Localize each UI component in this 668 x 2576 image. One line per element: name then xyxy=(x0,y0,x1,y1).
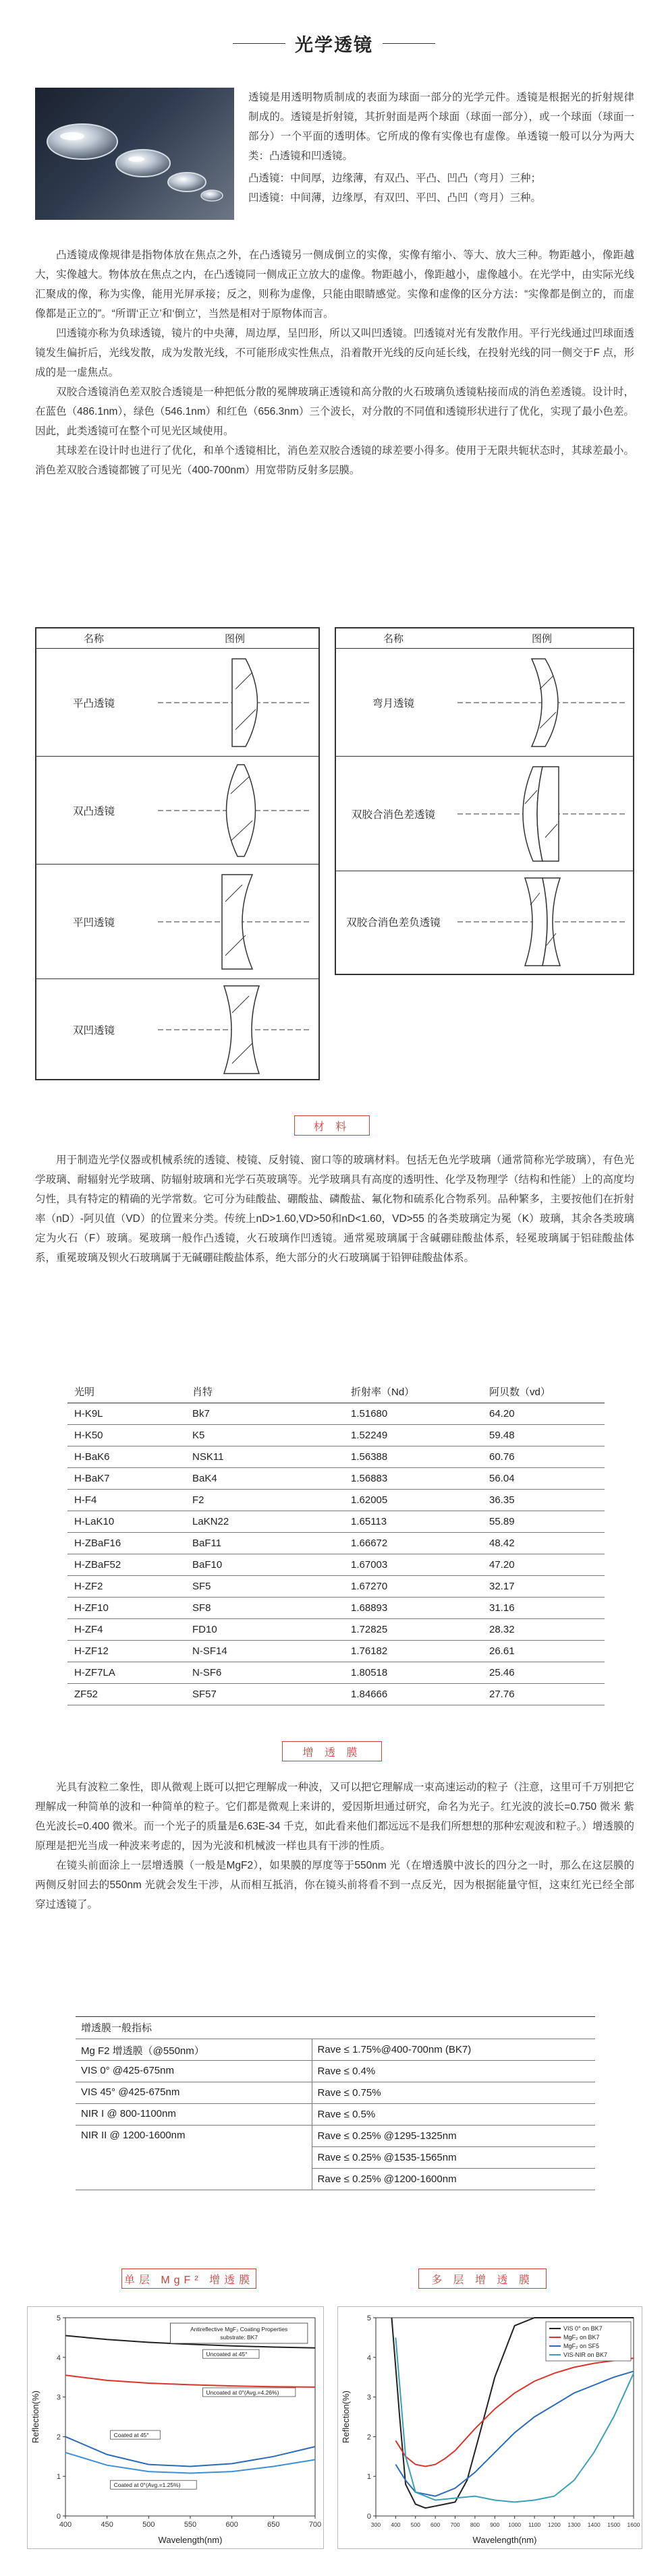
glass-table-row xyxy=(67,1489,605,1511)
coating-spec-value: Rave ≤ 0.25% @1535-1565nm xyxy=(312,2146,595,2168)
coating-spec-value: Rave ≤ 0.75% xyxy=(312,2082,595,2103)
legend-box-text: Antireflective MgF₂ Coating Properties xyxy=(190,2326,288,2333)
header-name: 名称 xyxy=(83,633,104,645)
x-tick-label: 700 xyxy=(308,2521,322,2529)
x-tick-label: 450 xyxy=(101,2521,113,2529)
y-tick-label: 4 xyxy=(56,2353,61,2362)
glass-table-cell: 1.52249 xyxy=(344,1424,482,1446)
chart-badge-multi-layer: 多 层 增 透 膜 xyxy=(418,2268,547,2289)
coating-spec-name: VIS 0° @425-675nm xyxy=(76,2060,312,2082)
coating-spec-table xyxy=(76,2016,595,2190)
intro-block xyxy=(248,88,634,208)
glass-table-cell: 64.20 xyxy=(482,1403,605,1424)
y-tick-label: 2 xyxy=(56,2433,61,2442)
glass-table-cell: 1.80518 xyxy=(344,1662,482,1683)
col-header: 肖特 xyxy=(186,1381,344,1403)
y-tick-label: 3 xyxy=(366,2393,371,2402)
x-tick-label: 400 xyxy=(59,2521,72,2529)
chart-single-layer xyxy=(28,2307,325,2550)
glass-table-row xyxy=(67,1446,605,1467)
glass-table-cell: 1.67270 xyxy=(344,1575,482,1597)
x-tick-label: 1100 xyxy=(528,2521,541,2528)
diagram-table-header xyxy=(36,628,318,649)
glass-table-cell: H-BaK7 xyxy=(67,1467,186,1489)
x-tick-label: 500 xyxy=(410,2521,420,2528)
glass-table-row xyxy=(67,1532,605,1554)
series-label: Uncoated at 0°(Avg.=4.26%) xyxy=(206,2389,279,2396)
x-tick-label: 800 xyxy=(470,2521,480,2528)
glass-table-row xyxy=(67,1683,605,1705)
glass-table-cell: Bk7 xyxy=(186,1403,344,1424)
coating-spec-value: Rave ≤ 0.25% @1295-1325nm xyxy=(312,2125,595,2146)
y-tick-label: 0 xyxy=(366,2513,371,2521)
lens-name: 双凹透镜 xyxy=(72,1025,115,1036)
glass-table-cell: NSK11 xyxy=(186,1446,344,1467)
diagram-row xyxy=(336,649,633,757)
glass-table-cell: H-F4 xyxy=(67,1489,186,1511)
glass-table-cell: 27.76 xyxy=(482,1683,605,1705)
coating-paragraphs xyxy=(35,1778,634,1914)
biconcave-figure xyxy=(151,979,318,1080)
intro-paragraph-1: 透镜是用透明物质制成的表面为球面一部分的光学元件。透镜是根据光的折射规律制成的。透镜是折射镜，其折射面是两个球面（球面一部分），或一个球面（球面一部分）一个平面的透明体。它所成的像有实像也有虚像。单透镜一般可以分为两大类：凸透镜和凹透镜。 xyxy=(248,92,634,162)
x-tick-label: 500 xyxy=(142,2521,155,2529)
diagram-row xyxy=(36,979,318,1080)
coating-spec-name: Mg F2 增透膜（@550nm） xyxy=(76,2039,312,2060)
glass-table-cell: LaKN22 xyxy=(186,1511,344,1532)
glass-table-cell: H-ZF4 xyxy=(67,1618,186,1640)
glass-table-cell: SF57 xyxy=(186,1683,344,1705)
glass-table-cell: H-BaK6 xyxy=(67,1446,186,1467)
coating-spec-row xyxy=(76,2082,595,2103)
coating-spec-row xyxy=(76,2060,595,2082)
glass-table-cell: 26.61 xyxy=(482,1640,605,1662)
glass-table-cell: F2 xyxy=(186,1489,344,1511)
legend-label: VIS-NIR on BK7 xyxy=(563,2351,608,2358)
glass-table-cell: 1.84666 xyxy=(344,1683,482,1705)
glass-table-cell: H-ZF12 xyxy=(67,1640,186,1662)
lens-name: 平凹透镜 xyxy=(72,916,115,929)
lens-diagram-table-left xyxy=(35,627,320,1080)
glass-table-cell: N-SF6 xyxy=(186,1662,344,1683)
glass-table-header xyxy=(67,1381,605,1403)
diagram-row xyxy=(336,871,633,972)
glass-table-cell: 36.35 xyxy=(482,1489,605,1511)
coating-spec-value: Rave ≤ 0.4% xyxy=(312,2060,595,2082)
legend-label: MgF₂ on SF5 xyxy=(563,2343,600,2349)
glass-table-cell: 47.20 xyxy=(482,1554,605,1575)
x-tick-label: 550 xyxy=(184,2521,197,2529)
x-tick-label: 400 xyxy=(391,2521,401,2528)
coating-spec-name: NIR II @ 1200-1600nm xyxy=(76,2125,312,2190)
glass-table-cell: 1.72825 xyxy=(344,1618,482,1640)
glass-table-cell: 1.76182 xyxy=(344,1640,482,1662)
legend-box-text: substrate: BK7 xyxy=(220,2334,258,2341)
page-title: 光学透镜 xyxy=(295,34,373,55)
materials-text: 用于制造光学仪器或机械系统的透镜、棱镜、反射镜、窗口等的玻璃材料。包括无色光学玻璃（通常简称光学玻璃），有色光学玻璃、耐辐射光学玻璃、防辐射玻璃和光学石英玻璃等。光学玻璃具有高度的透明性、化学及物理学（结构和性能）上的高度均匀性，具有特定的精确的光学常数。它可分为硅酸盐、硼酸盐、磷酸盐、氟化物和硫系化合物系列。品种繁多，主要按他们在折射率（nD）-阿贝值（VD）的位置来分类。传统上nD>1.60,VD>50和nD<1.60，VD>55 的各类玻璃定为冕（K）玻璃，其余各类玻璃定为火石（F）玻璃。冕玻璃一般作凸透镜，火石玻璃作凹透镜。通常冕玻璃属于含碱硼硅酸盐体系，轻冕玻璃属于铝硅酸盐体系，重冕玻璃及钡火石玻璃属于无碱硼硅酸盐体系，绝大部分的火石玻璃属于铅钾硅酸盐体系。 xyxy=(35,1154,634,1264)
coating-paragraph-1: 光具有波粒二象性，即从微观上既可以把它理解成一种波，又可以把它理解成一束高速运动的粒子（注意，这里可千万别把它理解成一种简单的波和一种简单的粒子。它们都是微观上来讲的，爱因斯坦通过研究，命名为光子。红光波的波长=0.750 微米 紫色光波长=0.400 微米。而一个光子的质量是6.63E-34 千克，如此看来他们都远远不是我们所想想的那种宏观波和粒子。）增透膜的原理是把光当成一种波来考虑的，因为光波和机械波一样也具有干涉的性质。 xyxy=(35,1782,634,1852)
convex-imaging-paragraph: 凸透镜成像规律是指物体放在焦点之外，在凸透镜另一侧成倒立的实像，实像有缩小、等大、放大三种。物距越小，像距越大，实像越大。物体放在焦点之内，在凸透镜同一侧成正立放大的虚像。物距越小，像距越小，虚像越小。在光学中，由实际光线汇聚成的像，称为实像，能用光屏承接；反之，则称为虚像，只能由眼睛感觉。实像和虚像的区分方法：“实像都是倒立的，而虚像都是正立的”。“所谓‘正立’和‘倒立’，当然是相对于原物体而言。 xyxy=(35,250,634,320)
y-tick-label: 1 xyxy=(366,2473,371,2482)
coating-spec-grid xyxy=(76,2017,595,2190)
x-tick-label: 600 xyxy=(225,2521,238,2529)
glass-table-cell: N-SF14 xyxy=(186,1640,344,1662)
glass-table-cell: 56.04 xyxy=(482,1467,605,1489)
lens-photo-illustration xyxy=(35,88,234,220)
x-axis-label: Wavelength(nm) xyxy=(472,2535,537,2545)
diagram-row xyxy=(36,649,318,757)
glass-table-cell: 1.66672 xyxy=(344,1532,482,1554)
glass-table-cell: 1.62005 xyxy=(344,1489,482,1511)
lens-name: 双凸透镜 xyxy=(72,805,115,817)
glass-table-cell: H-ZF10 xyxy=(67,1597,186,1618)
glass-table-cell: K5 xyxy=(186,1424,344,1446)
glass-table-cell: BaK4 xyxy=(186,1467,344,1489)
glass-table-cell: 25.46 xyxy=(482,1662,605,1683)
series-label: Coated at 0°(Avg.=1.25%) xyxy=(113,2482,181,2489)
chart-badge-single-layer: 单层 MgF² 增透膜 xyxy=(121,2268,256,2289)
plano-convex-figure xyxy=(151,649,318,756)
lens-name: 双胶合消色差负透镜 xyxy=(346,917,441,929)
coating-paragraph-2: 在镜头前面涂上一层增透膜（一般是MgF2），如果膜的厚度等于550nm 光（在增透膜中波长的四分之一时，那么在这层膜的两侧反射回去的550nm 光就会发生干涉，从而相互抵消，你在镜头前将看不到一点反光，因为根据能量守恒，这束红光已经全部穿过透镜了。 xyxy=(35,1860,634,1910)
materials-paragraph xyxy=(35,1150,634,1268)
glass-table-cell: 1.68893 xyxy=(344,1597,482,1618)
glass-table-row xyxy=(67,1662,605,1683)
negative-achromat-figure xyxy=(451,871,633,972)
coating-spec-value: Rave ≤ 0.5% xyxy=(312,2103,595,2125)
glass-table-cell: H-ZF2 xyxy=(67,1575,186,1597)
glass-table-row xyxy=(67,1597,605,1618)
lens-name: 平凸透镜 xyxy=(72,697,115,709)
glass-table-row xyxy=(67,1554,605,1575)
lens-name: 弯月透镜 xyxy=(372,697,414,709)
glass-table-cell: H-ZF7LA xyxy=(67,1662,186,1683)
header-figure: 图例 xyxy=(224,633,245,645)
glass-table-cell: BaF11 xyxy=(186,1532,344,1554)
coating-spec-row xyxy=(76,2125,595,2146)
glass-table-grid xyxy=(67,1381,605,1705)
page-title-block xyxy=(0,30,668,57)
glass-table-cell: ZF52 xyxy=(67,1683,186,1705)
glass-table-cell: H-K9L xyxy=(67,1403,186,1424)
spherical-aberration-paragraph: 其球差在设计时也进行了优化，和单个透镜相比，消色差双胶合透镜的球差要小得多。使用于无限共轭状态时，其球差最小。消色差双胶合透镜都镀了可见光（400-700nm）用宽带防反射多层膜。 xyxy=(35,445,634,476)
coating-spec-row xyxy=(76,2039,595,2060)
glass-table-cell: 32.17 xyxy=(482,1575,605,1597)
chart-multi-layer xyxy=(338,2307,643,2550)
glass-table-cell: 1.56883 xyxy=(344,1467,482,1489)
y-axis-label: Reflection(%) xyxy=(30,2390,40,2444)
series-label: Coated at 45° xyxy=(113,2432,149,2439)
glass-table-cell: 59.48 xyxy=(482,1424,605,1446)
glass-table-cell: 1.65113 xyxy=(344,1511,482,1532)
x-tick-label: 1500 xyxy=(607,2521,621,2528)
glass-table xyxy=(67,1381,605,1705)
coating-spec-title: 增透膜一般指标 xyxy=(76,2017,595,2039)
glass-table-cell: H-LaK10 xyxy=(67,1511,186,1532)
col-header: 光明 xyxy=(67,1381,186,1403)
intro-body xyxy=(35,245,634,480)
glass-table-cell: 1.56388 xyxy=(344,1446,482,1467)
coating-spec-row xyxy=(76,2103,595,2125)
meniscus-figure xyxy=(451,649,633,756)
glass-table-row xyxy=(67,1403,605,1424)
legend-label: VIS 0° on BK7 xyxy=(563,2325,603,2332)
coating-spec-title-row xyxy=(76,2017,595,2039)
x-tick-label: 300 xyxy=(370,2521,381,2528)
glass-table-row xyxy=(67,1618,605,1640)
y-tick-label: 5 xyxy=(366,2314,371,2322)
coating-spec-name: VIS 45° @425-675nm xyxy=(76,2082,312,2103)
y-tick-label: 3 xyxy=(56,2393,61,2402)
glass-table-row xyxy=(67,1640,605,1662)
col-header: 折射率（Nd） xyxy=(344,1381,482,1403)
x-tick-label: 600 xyxy=(430,2521,441,2528)
glass-table-cell: H-K50 xyxy=(67,1424,186,1446)
materials-badge: 材 料 xyxy=(294,1115,370,1136)
glass-table-row xyxy=(67,1424,605,1446)
x-tick-label: 1300 xyxy=(567,2521,581,2528)
glass-table-cell: 28.32 xyxy=(482,1618,605,1640)
legend-label: MgF₂ on BK7 xyxy=(563,2334,600,2341)
glass-table-cell: 60.76 xyxy=(482,1446,605,1467)
glass-table-cell: FD10 xyxy=(186,1618,344,1640)
x-tick-label: 1000 xyxy=(508,2521,522,2528)
glass-table-row xyxy=(67,1575,605,1597)
achromat-figure xyxy=(451,757,633,871)
diagram-row xyxy=(336,757,633,871)
coating-badge: 增 透 膜 xyxy=(282,1741,382,1761)
diagram-row xyxy=(36,865,318,979)
lens-photo xyxy=(35,88,234,220)
biconvex-figure xyxy=(151,757,318,864)
col-header: 阿贝数（vd） xyxy=(482,1381,605,1403)
glass-table-cell: 48.42 xyxy=(482,1532,605,1554)
lens-diagram-table-right xyxy=(335,627,634,975)
glass-table-cell: SF8 xyxy=(186,1597,344,1618)
glass-table-row xyxy=(67,1467,605,1489)
concave-paragraph: 凹透镜亦称为负球透镜，镜片的中央薄，周边厚，呈凹形，所以又叫凹透镜。凹透镜对光有发散作用。平行光线通过凹球面透镜发生偏折后，光线发散，成为发散光线，不可能形成实性焦点，沿着散开光线的反向延长线，在投射光线的同一侧交于F 点，形成的是一虚焦点。 xyxy=(35,328,634,378)
glass-table-cell: 1.67003 xyxy=(344,1554,482,1575)
y-tick-label: 0 xyxy=(56,2513,61,2521)
glass-table-cell: H-ZBaF16 xyxy=(67,1532,186,1554)
title-left-rule xyxy=(233,43,285,44)
intro-convex-definition: 凸透镜：中间厚，边缘薄，有双凸、平凸、凹凸（弯月）三种； xyxy=(248,173,542,184)
glass-table-cell: H-ZBaF52 xyxy=(67,1554,186,1575)
y-tick-label: 4 xyxy=(366,2353,371,2362)
chart-multi-layer-frame xyxy=(337,2306,642,2549)
lens-name: 双胶合消色差透镜 xyxy=(351,809,435,821)
x-tick-label: 650 xyxy=(267,2521,280,2529)
series-label: Uncoated at 45° xyxy=(206,2351,248,2358)
title-right-rule xyxy=(383,43,435,44)
y-tick-label: 5 xyxy=(56,2314,61,2322)
plano-concave-figure xyxy=(151,865,318,978)
coating-spec-value: Rave ≤ 1.75%@400-700nm (BK7) xyxy=(312,2039,595,2060)
y-tick-label: 2 xyxy=(366,2433,371,2442)
x-tick-label: 700 xyxy=(450,2521,460,2528)
x-tick-label: 1600 xyxy=(627,2521,640,2528)
diagram-table-header xyxy=(336,628,633,649)
glass-table-cell: 31.16 xyxy=(482,1597,605,1618)
achromat-paragraph: 双胶合透镜消色差双胶合透镜是一种把低分散的冕牌玻璃正透镜和高分散的火石玻璃负透镜粘接而成的消色差透镜。设计时，在蓝色（486.1nm），绿色（546.1nm）和红色（656.3nm）三个波长，对分散的不同值和透镜形状进行了优化，实现了最小色差。因此，此类透镜可在整个可见光区域使用。 xyxy=(35,386,634,437)
diagram-row xyxy=(36,757,318,865)
glass-table-cell: SF5 xyxy=(186,1575,344,1597)
glass-table-cell: 55.89 xyxy=(482,1511,605,1532)
glass-table-row xyxy=(67,1511,605,1532)
x-tick-label: 1200 xyxy=(548,2521,561,2528)
y-tick-label: 1 xyxy=(56,2473,61,2482)
header-name: 名称 xyxy=(383,633,403,645)
glass-table-cell: BaF10 xyxy=(186,1554,344,1575)
header-figure: 图例 xyxy=(531,633,552,645)
coating-spec-name: NIR I @ 800-1100nm xyxy=(76,2103,312,2125)
chart-single-layer-frame xyxy=(27,2306,324,2549)
intro-concave-definition: 凹透镜：中间薄，边缘厚，有双凹、平凹、凸凹（弯月）三种。 xyxy=(248,192,542,204)
x-tick-label: 1400 xyxy=(587,2521,601,2528)
glass-table-cell: 1.51680 xyxy=(344,1403,482,1424)
x-tick-label: 900 xyxy=(490,2521,500,2528)
coating-spec-value: Rave ≤ 0.25% @1200-1600nm xyxy=(312,2168,595,2190)
x-axis-label: Wavelength(nm) xyxy=(158,2535,223,2545)
y-axis-label: Reflection(%) xyxy=(341,2390,351,2444)
